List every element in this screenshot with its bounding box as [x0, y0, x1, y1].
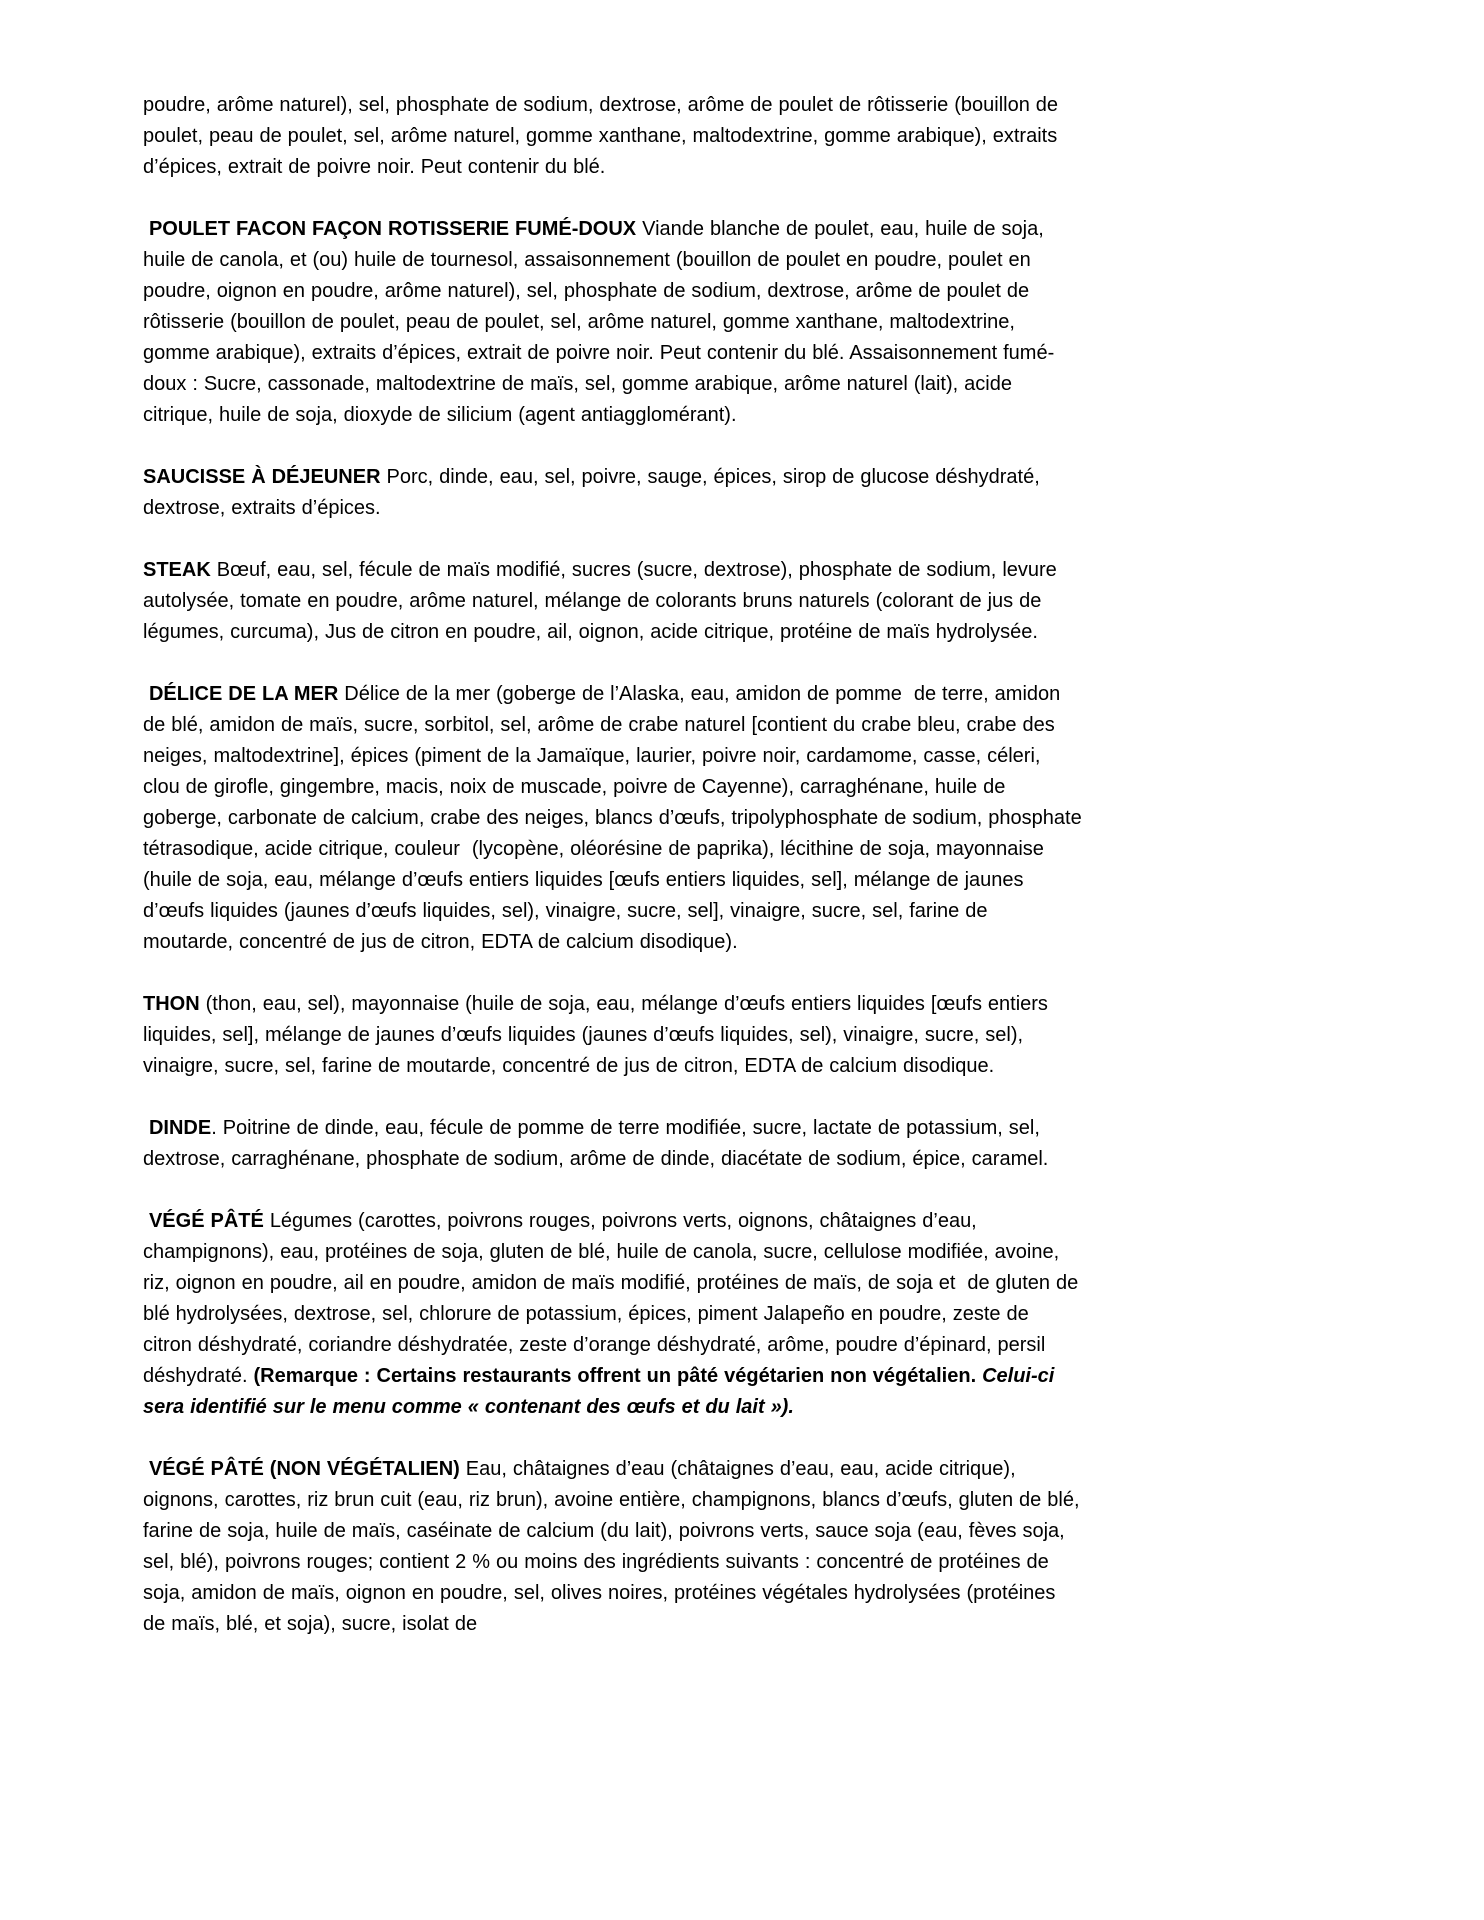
ingredients-text: Porc, dinde, eau, sel, poivre, sauge, épices, sirop de glucose déshydraté, dextrose, extraits d’épices. [143, 466, 1046, 519]
paragraph-saucisse-a-dejeuner [143, 462, 1083, 524]
ingredient-heading: POULET FACON FAÇON ROTISSERIE FUMÉ-DOUX [143, 218, 643, 240]
paragraph-continuation-poulet-rotisserie [143, 90, 1083, 183]
paragraph-poulet-facon-rotisserie-fume-doux [143, 214, 1083, 431]
paragraph-vege-pate [143, 1206, 1083, 1423]
ingredient-heading: VÉGÉ PÂTÉ (NON VÉGÉTALIEN) [143, 1458, 466, 1480]
ingredients-text: Eau, châtaignes d’eau (châtaignes d’eau, eau, acide citrique), oignons, carottes, riz brun cuit (eau, riz brun), avoine entière, champignons, blancs d’œufs, gluten de blé, farine de soja, huile de maïs, caséinate de calcium (du lait), poivrons verts, sauce soja (eau, fèves soja, sel, blé), poivrons rouges; contient 2 % ou moins des ingrédients suivants : concentré de protéines de soja, amidon de maïs, oignon en poudre, sel, olives noires, protéines végétales hydrolysées (protéines de maïs, blé, et soja), sucre, isolat de [143, 1458, 1086, 1635]
ingredient-heading: SAUCISSE À DÉJEUNER [143, 466, 387, 488]
ingredient-heading: (Remarque : Certains restaurants offrent un pâté végétarien non végétalien. [253, 1365, 983, 1387]
ingredient-heading: STEAK [143, 559, 217, 581]
ingredients-text: . Poitrine de dinde, eau, fécule de pomme de terre modifiée, sucre, lactate de potassium, sel, dextrose, carraghénane, phosphate de sodium, arôme de dinde, diacétate de sodium, épice, caramel. [143, 1117, 1049, 1170]
document-body [143, 90, 1088, 1640]
ingredient-heading: Celui-ci sera identifié sur le menu comme « contenant des œufs et du lait »). [143, 1365, 1061, 1418]
paragraph-steak [143, 555, 1083, 648]
paragraph-vege-pate-non-vegetalien [143, 1454, 1086, 1640]
ingredient-heading: DINDE [143, 1117, 212, 1139]
paragraph-dinde [143, 1113, 1083, 1175]
paragraph-thon [143, 989, 1083, 1082]
ingredient-heading: DÉLICE DE LA MER [143, 683, 345, 705]
ingredient-heading: THON [143, 993, 206, 1015]
ingredient-heading: VÉGÉ PÂTÉ [143, 1210, 270, 1232]
ingredients-text: Bœuf, eau, sel, fécule de maïs modifié, sucres (sucre, dextrose), phosphate de sodium, levure autolysée, tomate en poudre, arôme naturel, mélange de colorants bruns naturels (colorant de jus de légumes, curcuma), Jus de citron en poudre, ail, oignon, acide citrique, protéine de maïs hydrolysée. [143, 559, 1063, 643]
paragraph-delice-de-la-mer [143, 679, 1088, 958]
ingredients-text: poudre, arôme naturel), sel, phosphate de sodium, dextrose, arôme de poulet de rôtisserie (bouillon de poulet, peau de poulet, sel, arôme naturel, gomme xanthane, maltodextrine, gomme arabique), extraits d’épices, extrait de poivre noir. Peut contenir du blé. [143, 94, 1064, 178]
ingredients-text: Délice de la mer (goberge de l’Alaska, eau, amidon de pomme de terre, amidon de blé, amidon de maïs, sucre, sorbitol, sel, arôme de crabe naturel [contient du crabe bleu, crabe des neiges, maltodextrine], épices (piment de la Jamaïque, laurier, poivre noir, cardamome, casse, céleri, clou de girofle, gingembre, macis, noix de muscade, poivre de Cayenne), carraghénane, huile de goberge, carbonate de calcium, crabe des neiges, blancs d’œufs, tripolyphosphate de sodium, phosphate tétrasodique, acide citrique, couleur (lycopène, oléorésine de paprika), lécithine de soja, mayonnaise (huile de soja, eau, mélange d’œufs entiers liquides [œufs entiers liquides, sel], mélange de jaunes d’œufs liquides (jaunes d’œufs liquides, sel), vinaigre, sucre, sel], vinaigre, sucre, sel, farine de moutarde, concentré de jus de citron, EDTA de calcium disodique). [143, 683, 1088, 953]
ingredients-text: Viande blanche de poulet, eau, huile de soja, huile de canola, et (ou) huile de tournesol, assaisonnement (bouillon de poulet en poudre, poulet en poudre, oignon en poudre, arôme naturel), sel, phosphate de sodium, dextrose, arôme de poulet de rôtisserie (bouillon de poulet, peau de poulet, sel, arôme naturel, gomme xanthane, maltodextrine, gomme arabique), extraits d’épices, extrait de poivre noir. Peut contenir du blé. Assaisonnement fumé-doux : Sucre, cassonade, maltodextrine de maïs, sel, gomme arabique, arôme naturel (lait), acide citrique, huile de soja, dioxyde de silicium (agent antiagglomérant). [143, 218, 1055, 426]
ingredients-text: (thon, eau, sel), mayonnaise (huile de soja, eau, mélange d’œufs entiers liquides [œufs entiers liquides, sel], mélange de jaunes d’œufs liquides (jaunes d’œufs liquides, sel), vinaigre, sucre, sel), vinaigre, sucre, sel, farine de moutarde, concentré de jus de citron, EDTA de calcium disodique. [143, 993, 1054, 1077]
ingredients-text: Légumes (carottes, poivrons rouges, poivrons verts, oignons, châtaignes d’eau, champignons), eau, protéines de soja, gluten de blé, huile de canola, sucre, cellulose modifiée, avoine, riz, oignon en poudre, ail en poudre, amidon de maïs modifié, protéines de maïs, de soja et de gluten de blé hydrolysées, dextrose, sel, chlorure de potassium, épices, piment Jalapeño en poudre, zeste de citron déshydraté, coriandre déshydratée, zeste d’orange déshydraté, arôme, poudre d’épinard, persil déshydraté. [143, 1210, 1085, 1387]
